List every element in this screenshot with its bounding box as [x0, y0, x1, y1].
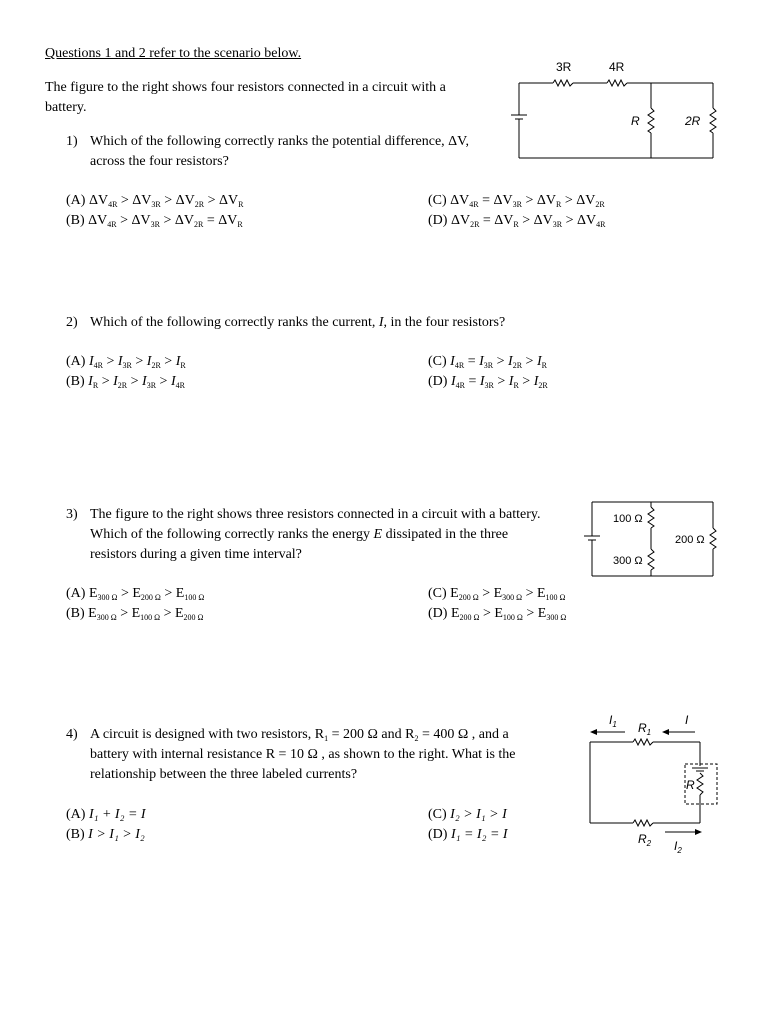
choice-term: > I: [160, 354, 181, 369]
choice-subscript: 2R: [470, 220, 480, 229]
circuit-figure-three-resistors: [580, 497, 725, 582]
choice-subscript: 2R: [194, 200, 205, 209]
choice-subscript: 3R: [552, 220, 563, 229]
choice-term: > ΔV: [518, 213, 553, 228]
q1-text-line1: Which of the following correctly ranks the potential difference, ΔV,: [90, 134, 469, 149]
circuit-figure-internal-resistance: [585, 708, 725, 858]
choice-term: > I: [522, 354, 542, 369]
q4-choice-d[interactable]: [428, 825, 508, 845]
choice-subscript: 3R: [151, 200, 161, 209]
choice-label: (C): [428, 354, 451, 369]
choice-subscript: 4R: [454, 361, 465, 370]
q4-choice-c[interactable]: [428, 805, 507, 825]
label-i2: [674, 839, 682, 855]
resistor-2r: [710, 108, 716, 133]
q2-text-pre: Which of the following correctly ranks the current,: [90, 315, 379, 330]
q1-text-line2: across the four resistors?: [90, 154, 229, 169]
q3-choice-b[interactable]: [66, 604, 204, 628]
choice-term: I: [450, 354, 455, 369]
label-100: 100 Ω: [613, 513, 643, 525]
label-2r: 2R: [685, 114, 701, 128]
q4-choice-a-label: (A): [66, 807, 86, 822]
q2-number: 2): [66, 315, 78, 330]
choice-subscript: 3R: [483, 361, 494, 370]
choice-subscript: R: [92, 381, 99, 390]
q3-text-post: dissipated in the three: [382, 527, 509, 542]
choice-term: > I: [493, 374, 514, 389]
q4-choice-a[interactable]: [66, 805, 146, 825]
choice-term: > E: [522, 586, 546, 601]
choice-subscript: 3R: [150, 220, 160, 229]
arrow-i2-head: [695, 829, 702, 835]
choice-subscript: 300 Ω: [502, 593, 523, 602]
choice-subscript: 100 Ω: [184, 593, 205, 602]
choice-subscript: 300 Ω: [96, 613, 117, 622]
q3-text-line2: [90, 525, 508, 545]
choice-term: I: [88, 354, 94, 369]
label-i1-sub: 1: [612, 720, 617, 729]
choice-term: > I: [131, 354, 152, 369]
choice-subscript: 2R: [595, 200, 605, 209]
choice-label: (B): [66, 374, 89, 389]
label-i1-main: I: [609, 713, 613, 727]
label-200: 200 Ω: [675, 534, 705, 546]
choice-term: = ΔV: [479, 213, 514, 228]
choice-subscript: 4R: [93, 361, 103, 370]
q4-choice-c-text: I₂ > I₁ > I: [450, 807, 507, 822]
q4-text-c: = 400 Ω , and a: [418, 727, 509, 742]
choice-term: E: [88, 586, 98, 601]
choice-term: = I: [464, 354, 484, 369]
q4-choice-d-label: (D): [428, 827, 448, 842]
label-i2-sub: 2: [677, 846, 682, 855]
resistor-200: [710, 528, 716, 549]
q3-text-pre: Which of the following correctly ranks the energy: [90, 527, 374, 542]
section-heading: Questions 1 and 2 refer to the scenario below.: [45, 46, 302, 61]
q2-choice-d[interactable]: [428, 372, 548, 396]
q3-text-line3: resistors during a given time interval?: [90, 547, 302, 562]
choice-term: > E: [522, 606, 547, 621]
choice-term: > E: [160, 586, 185, 601]
choice-term: ΔV: [88, 213, 108, 228]
choice-subscript: R: [238, 200, 244, 209]
choice-subscript: 2R: [117, 381, 128, 390]
q3-text-line1: The figure to the right shows three resistors connected in a circuit with a battery.: [90, 507, 541, 522]
q4-choice-b[interactable]: [66, 825, 145, 845]
q2-text-post: , in the four resistors?: [383, 315, 506, 330]
choice-term: > I: [518, 374, 539, 389]
choice-label: (B): [66, 606, 89, 621]
q1-number: 1): [66, 134, 78, 149]
label-r1-main: R: [638, 721, 647, 735]
resistor-internal: [697, 773, 703, 795]
resistor-r2: [633, 820, 653, 826]
choice-subscript: R: [513, 220, 519, 229]
choice-subscript: 100 Ω: [140, 613, 161, 622]
choice-term: ΔV: [88, 193, 109, 208]
label-r2-main: R: [638, 832, 647, 846]
arrow-i1-head: [590, 729, 597, 735]
choice-term: > I: [493, 354, 513, 369]
choice-subscript: 4R: [596, 220, 606, 229]
intro-text-line1: The figure to the right shows four resistors connected in a circuit with a: [45, 80, 446, 95]
choice-label: (D): [428, 213, 451, 228]
intro-text-line2: battery.: [45, 100, 87, 115]
choice-subscript: 3R: [146, 381, 157, 390]
choice-term: = ΔV: [203, 213, 238, 228]
resistor-r: [648, 108, 654, 133]
label-r2-sub: 2: [646, 839, 652, 848]
choice-label: (C): [428, 586, 451, 601]
label-r1-sub: 1: [646, 728, 652, 737]
q4-choice-d-text: I₁ = I₂ = I: [450, 827, 508, 842]
choice-subscript: 4R: [107, 220, 117, 229]
q2-choice-b[interactable]: [66, 372, 185, 396]
choice-subscript: R: [513, 381, 519, 390]
choice-term: > E: [116, 606, 141, 621]
q2-text-line1: [90, 313, 505, 333]
choice-term: > ΔV: [116, 213, 151, 228]
label-i1: [609, 713, 617, 729]
choice-term: I: [450, 374, 456, 389]
q4-choice-b-label: (B): [66, 827, 85, 842]
choice-subscript: R: [180, 361, 186, 370]
choice-term: = I: [464, 374, 485, 389]
choice-subscript: 2R: [538, 381, 548, 390]
choice-subscript: 100 Ω: [502, 613, 523, 622]
choice-term: > ΔV: [160, 193, 195, 208]
label-300: 300 Ω: [613, 555, 643, 567]
label-3r: 3R: [556, 60, 572, 74]
label-r: R: [631, 114, 640, 128]
choice-term: > I: [98, 374, 118, 389]
choice-term: > ΔV: [561, 193, 596, 208]
label-i2-main: I: [674, 839, 678, 853]
choice-term: I: [88, 374, 93, 389]
choice-label: (A): [66, 586, 89, 601]
resistor-r1: [633, 739, 653, 745]
q4-text-b: = 200 Ω and R: [328, 727, 415, 742]
choice-term: > ΔV: [522, 193, 557, 208]
choice-label: (D): [428, 606, 451, 621]
choice-term: > I: [127, 374, 147, 389]
choice-term: > ΔV: [160, 213, 195, 228]
choice-term: > E: [479, 606, 503, 621]
label-r2: [638, 832, 652, 848]
choice-term: > ΔV: [204, 193, 239, 208]
choice-term: ΔV: [450, 193, 470, 208]
choice-term: ΔV: [450, 213, 471, 228]
choice-term: E: [450, 606, 460, 621]
choice-subscript: 200 Ω: [458, 593, 479, 602]
choice-term: > E: [117, 586, 141, 601]
q4-text-a: A circuit is designed with two resistors, R: [90, 727, 325, 742]
q4-text-s2: 2: [414, 734, 419, 743]
arrow-i-head: [662, 729, 669, 735]
choice-term: > I: [102, 354, 123, 369]
resistor-300: [648, 549, 654, 570]
choice-label: (A): [66, 354, 89, 369]
choice-subscript: 200 Ω: [459, 613, 480, 622]
choice-subscript: 3R: [122, 361, 132, 370]
circuit-figure-four-resistors: [505, 55, 725, 165]
q4-choice-a-text: I₁ + I₂ = I: [88, 807, 146, 822]
choice-subscript: R: [556, 200, 562, 209]
choice-term: > ΔV: [117, 193, 152, 208]
q2-text-var: I: [378, 315, 384, 330]
choice-subscript: R: [541, 361, 547, 370]
choice-term: > I: [156, 374, 176, 389]
choice-subscript: 300 Ω: [546, 613, 567, 622]
choice-term: E: [88, 606, 97, 621]
q1-choice-b[interactable]: [66, 211, 243, 235]
q4-choice-b-text: I > I₁ > I₂: [88, 827, 145, 842]
resistor-100: [648, 507, 654, 528]
q4-choice-c-label: (C): [428, 807, 447, 822]
label-4r: 4R: [609, 60, 625, 74]
choice-subscript: 4R: [455, 381, 465, 390]
q1-choice-d[interactable]: [428, 211, 605, 235]
choice-subscript: 4R: [469, 200, 479, 209]
choice-subscript: 4R: [108, 200, 118, 209]
choice-subscript: 2R: [151, 361, 161, 370]
choice-label: (D): [428, 374, 451, 389]
choice-subscript: 300 Ω: [97, 593, 118, 602]
q4-text-line3: relationship between the three labeled currents?: [90, 767, 358, 782]
choice-subscript: 4R: [175, 381, 185, 390]
label-r1: [638, 721, 651, 737]
label-r: R: [686, 778, 695, 792]
choice-subscript: 2R: [194, 220, 204, 229]
choice-label: (B): [66, 213, 89, 228]
resistor-4r: [607, 80, 627, 86]
label-i: I: [685, 713, 689, 727]
choice-subscript: 2R: [512, 361, 523, 370]
choice-subscript: R: [237, 220, 243, 229]
q4-text-s1: 1: [324, 734, 329, 743]
choice-label: (A): [66, 193, 89, 208]
choice-subscript: 3R: [484, 381, 494, 390]
resistor-3r: [553, 80, 573, 86]
choice-label: (C): [428, 193, 451, 208]
choice-subscript: 200 Ω: [183, 613, 204, 622]
choice-subscript: 3R: [512, 200, 522, 209]
q3-choice-d[interactable]: [428, 604, 566, 628]
q4-text-line2: battery with internal resistance R = 10 Ω , as shown to the right. What is the: [90, 747, 516, 762]
q4-number: 4): [66, 727, 78, 742]
choice-subscript: 200 Ω: [140, 593, 161, 602]
choice-term: E: [450, 586, 459, 601]
choice-term: > E: [160, 606, 184, 621]
q3-text-var: E: [373, 527, 383, 542]
choice-term: > ΔV: [562, 213, 597, 228]
choice-subscript: 100 Ω: [545, 593, 566, 602]
q3-number: 3): [66, 507, 78, 522]
choice-term: > E: [478, 586, 503, 601]
choice-term: = ΔV: [478, 193, 513, 208]
